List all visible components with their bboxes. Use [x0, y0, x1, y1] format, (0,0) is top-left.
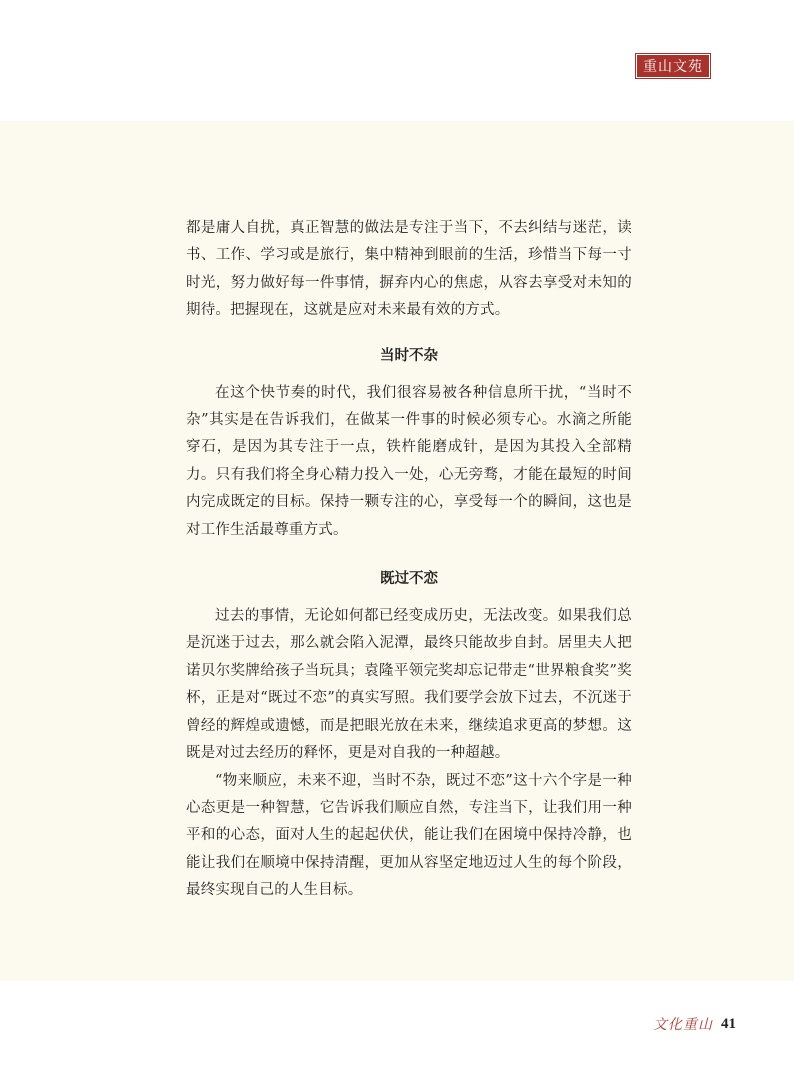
- column-tag: 重山文苑: [636, 54, 710, 78]
- section-heading-dangshi-buza: 当时不杂: [380, 347, 438, 364]
- section2-paragraph-1: 过去的事情，无论如何都已经变成历史，无法改变。如果我们总是沉迷于过去，那么就会陷入泥潭，最终只能故步自封。居里夫人把诺贝尔奖牌给孩子当玩具；袁隆平领完奖却忘记带走“世界粮食奖”奖杯，正是对“既过不恋”的真实写照。我们要学会放下过去，不沉迷于曾经的辉煌或遗憾，而是把眼光放在未来，继续追求更高的梦想。这既是对过去经历的释怀，更是对自我的一种超越。: [186, 608, 632, 762]
- section1-paragraph: 在这个快节奏的时代，我们很容易被各种信息所干扰，“当时不杂”其实是在告诉我们，在做某一件事的时候必须专心。水滴之所能穿石，是因为其专注于一点，铁杵能磨成针，是因为其投入全部精力。只有我们将全身心精力投入一处，心无旁骛，才能在最短的时间内完成既定的目标。保持一颗专注的心，享受每一个的瞬间，这也是对工作生活最尊重方式。: [186, 384, 632, 538]
- section2-paragraph-2: “物来顺应，未来不迎，当时不杂，既过不恋”这十六个字是一种心态更是一种智慧，它告诉我们顺应自然，专注当下，让我们用一种平和的心态，面对人生的起起伏伏，能让我们在困境中保持冷静，也能让我们在顺境中保持清醒，更加从容坚定地迈过人生的每个阶段，最终实现自己的人生目标。: [186, 772, 632, 899]
- magazine-logo: 文化重山: [653, 1017, 713, 1033]
- page-number: 41: [721, 1015, 736, 1032]
- section-heading-jiguo-bulian: 既过不恋: [380, 571, 438, 588]
- article-body: [186, 215, 632, 905]
- intro-paragraph: 都是庸人自扰，真正智慧的做法是专注于当下，不去纠结与迷茫，读书、工作、学习或是旅行，集中精神到眼前的生活，珍惜当下每一寸时光，努力做好每一件事情，摒弃内心的焦虑，从容去享受对未知的期待。把握现在，这就是应对未来最有效的方式。: [186, 220, 632, 319]
- page-footer: [653, 1014, 736, 1034]
